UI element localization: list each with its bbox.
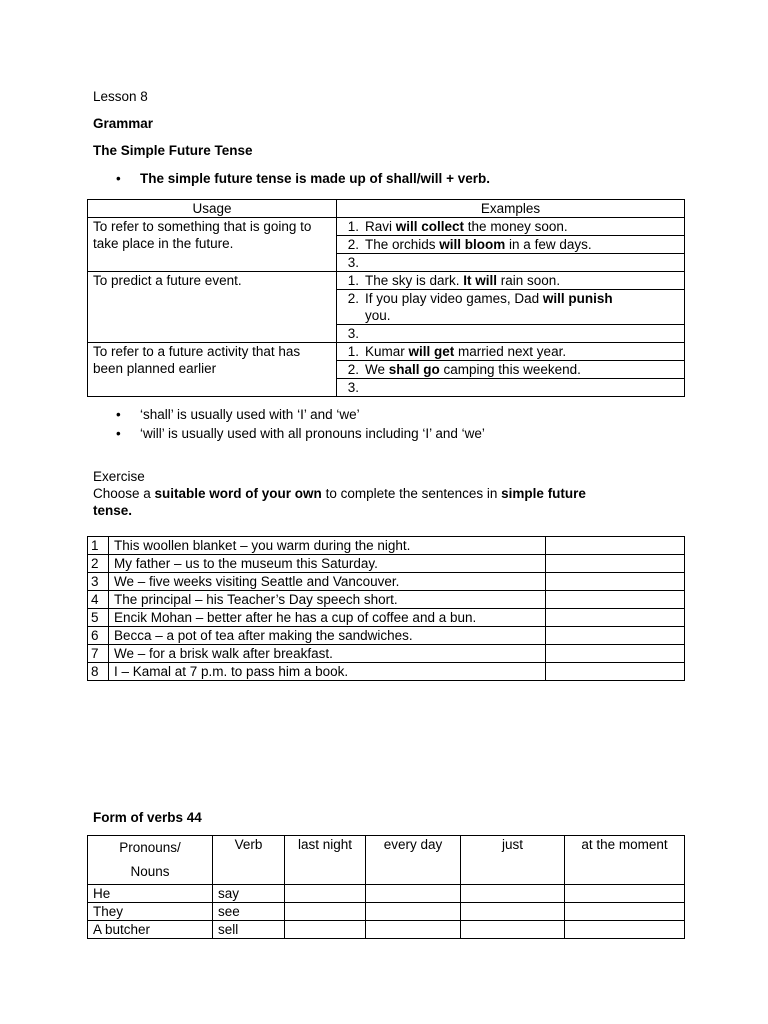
bold-phrase: simple future [501, 486, 586, 501]
verbs-verb: see [213, 903, 285, 921]
bold-phrase: suitable word of your own [154, 486, 322, 501]
example-number: 3. [347, 255, 359, 270]
exercise-answer[interactable] [546, 591, 685, 609]
note-shall-text: ‘shall’ is usually used with ‘I’ and ‘we’ [140, 407, 360, 422]
verbs-header-row [88, 836, 685, 885]
bullet-icon: • [116, 426, 121, 441]
exercise-sentence: The principal – his Teacher’s Day speech short. [109, 591, 546, 609]
header-pronouns-line1: Pronouns/ [119, 840, 181, 855]
example-cell [337, 343, 685, 361]
exercise-sentence: This woollen blanket – you warm during the night. [109, 537, 546, 555]
exercise-number: 5 [88, 609, 109, 627]
exercise-sentence: Becca – a pot of tea after making the sandwiches. [109, 627, 546, 645]
verbs-every-day[interactable] [366, 885, 461, 903]
example-text [359, 273, 560, 288]
exercise-sentence: I – Kamal at 7 p.m. to pass him a book. [109, 663, 546, 681]
example-cell [337, 254, 685, 272]
example-text-wrap: you. [365, 308, 391, 323]
usage-header-row [88, 200, 685, 218]
exercise-row [88, 645, 685, 663]
exercise-title: Exercise [93, 469, 145, 484]
verbs-at-the-moment[interactable] [565, 921, 685, 939]
usage-description: To predict a future event. [88, 272, 337, 343]
verbs-every-day[interactable] [366, 903, 461, 921]
exercise-row [88, 609, 685, 627]
exercise-number: 6 [88, 627, 109, 645]
verbs-subject: They [88, 903, 213, 921]
header-pronouns-line2: Nouns [130, 864, 170, 879]
example-cell [337, 361, 685, 379]
verbs-subject: A butcher [88, 921, 213, 939]
example-text [359, 291, 613, 306]
exercise-number: 2 [88, 555, 109, 573]
intro-bullet-text: The simple future tense is made up of shall/will + verb. [140, 171, 490, 186]
exercise-number: 1 [88, 537, 109, 555]
example-cell [337, 325, 685, 343]
header-every-day: every day [366, 836, 461, 885]
usage-row [88, 343, 685, 361]
example-number: 2. [347, 291, 359, 306]
bullet-icon: • [116, 171, 121, 186]
example-text [359, 326, 365, 341]
verbs-verb: sell [213, 921, 285, 939]
bullet-icon: • [116, 407, 121, 422]
example-number: 1. [347, 219, 359, 234]
header-last-night: last night [285, 836, 366, 885]
text-run: the money soon. [464, 219, 568, 234]
verbs-at-the-moment[interactable] [565, 903, 685, 921]
example-number: 3. [347, 380, 359, 395]
example-text [359, 380, 365, 395]
usage-description: To refer to something that is going to take place in the future. [88, 218, 337, 272]
usage-description: To refer to a future activity that has been planned earlier [88, 343, 337, 397]
bold-phrase: will get [408, 344, 455, 359]
example-cell [337, 290, 685, 325]
verbs-just[interactable] [461, 885, 565, 903]
exercise-number: 7 [88, 645, 109, 663]
example-number: 2. [347, 237, 359, 252]
text-run: to complete the sentences in [321, 486, 502, 501]
text-run: Ravi [365, 219, 396, 234]
exercise-instruction-line2: tense. [93, 503, 133, 518]
verbs-subject: He [88, 885, 213, 903]
exercise-row [88, 573, 685, 591]
example-cell [337, 218, 685, 236]
bold-phrase: shall go [388, 362, 440, 377]
text-run: The orchids [365, 237, 440, 252]
example-text [359, 255, 365, 270]
exercise-answer[interactable] [546, 627, 685, 645]
exercise-row [88, 663, 685, 681]
header-just: just [461, 836, 565, 885]
example-text [359, 344, 566, 359]
lesson-label: Lesson 8 [93, 89, 148, 104]
bold-phrase: It will [463, 273, 498, 288]
exercise-answer[interactable] [546, 645, 685, 663]
bold-phrase: will punish [542, 291, 613, 306]
verbs-at-the-moment[interactable] [565, 885, 685, 903]
topic-title: The Simple Future Tense [93, 143, 253, 158]
text-run: We [365, 362, 389, 377]
verbs-row [88, 903, 685, 921]
example-text [359, 219, 568, 234]
header-usage: Usage [88, 200, 337, 218]
exercise-sentence: We – five weeks visiting Seattle and Vancouver. [109, 573, 546, 591]
bold-phrase: will collect [395, 219, 465, 234]
usage-row [88, 218, 685, 236]
example-number: 3. [347, 326, 359, 341]
exercise-number: 3 [88, 573, 109, 591]
verbs-last-night[interactable] [285, 921, 366, 939]
header-at-the-moment: at the moment [565, 836, 685, 885]
header-examples: Examples [337, 200, 685, 218]
exercise-row [88, 537, 685, 555]
example-number: 1. [347, 273, 359, 288]
verbs-row [88, 885, 685, 903]
text-run: rain soon. [497, 273, 561, 288]
text-run: Kumar [365, 344, 409, 359]
grammar-heading: Grammar [93, 116, 154, 131]
exercise-number: 4 [88, 591, 109, 609]
exercise-number: 8 [88, 663, 109, 681]
verbs-verb: say [213, 885, 285, 903]
usage-row [88, 272, 685, 290]
example-cell [337, 379, 685, 397]
exercise-answer[interactable] [546, 573, 685, 591]
exercise-row [88, 555, 685, 573]
header-verb: Verb [213, 836, 285, 885]
verbs-every-day[interactable] [366, 921, 461, 939]
verbs-just[interactable] [461, 921, 565, 939]
exercise-sentence: My father – us to the museum this Saturday. [109, 555, 546, 573]
text-run: camping this weekend. [439, 362, 581, 377]
exercise-sentence: We – for a brisk walk after breakfast. [109, 645, 546, 663]
text-run: married next year. [454, 344, 567, 359]
text-run: in a few days. [505, 237, 592, 252]
text-run: If you play video games, Dad [365, 291, 543, 306]
usage-table [87, 199, 685, 397]
bold-phrase: will bloom [439, 237, 506, 252]
example-number: 1. [347, 344, 359, 359]
exercise-answer[interactable] [546, 555, 685, 573]
exercise-row [88, 627, 685, 645]
verbs-just[interactable] [461, 903, 565, 921]
verbs-last-night[interactable] [285, 885, 366, 903]
example-text [359, 362, 581, 377]
exercise-answer[interactable] [546, 609, 685, 627]
verbs-last-night[interactable] [285, 903, 366, 921]
exercise-instruction [93, 485, 586, 502]
example-cell [337, 236, 685, 254]
exercise-sentence: Encik Mohan – better after he has a cup of coffee and a bun. [109, 609, 546, 627]
example-cell [337, 272, 685, 290]
exercise-row [88, 591, 685, 609]
verbs-table [87, 835, 685, 939]
exercise-answer[interactable] [546, 663, 685, 681]
note-will-text: ‘will’ is usually used with all pronouns including ‘I’ and ‘we’ [140, 426, 485, 441]
example-number: 2. [347, 362, 359, 377]
header-pronouns [88, 836, 213, 885]
exercise-table [87, 536, 685, 681]
verbs-row [88, 921, 685, 939]
text-run: The sky is dark. [365, 273, 464, 288]
exercise-answer[interactable] [546, 537, 685, 555]
verbs-title: Form of verbs 44 [93, 810, 202, 825]
example-text [359, 237, 592, 252]
text-run: Choose a [93, 486, 155, 501]
